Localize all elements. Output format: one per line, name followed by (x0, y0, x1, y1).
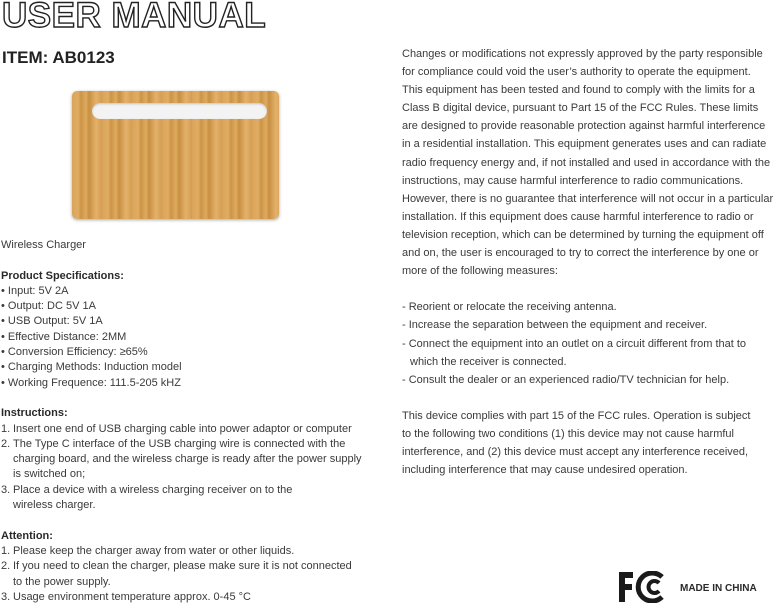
attention-heading: Attention: (1, 529, 53, 542)
fcc-logo-icon (618, 571, 666, 603)
instruction-item: 2. The Type C interface of the USB charging wire is connected with the charging board, and the wireless charge is ready after the power supply is switched on; (1, 437, 362, 481)
spec-item: • Charging Methods: Induction model (1, 361, 182, 374)
measure-item: - Consult the dealer or an experienced radio/TV technician for help. (402, 373, 730, 386)
measure-item: - Connect the equipment into an outlet on a circuit different from that to (402, 337, 747, 350)
fcc-paragraph: Changes or modifications not expressly approved by the party responsible for compliance could void the user’s authority to operate the equipment. This equipment has been tested and found to comply with the limits for a Class B digital device, pursuant to Part 15 of the FCC Rules. These limits are designed to provide reasonable protection against harmful interference in a residential installation. This equipment generates uses and can radiate radio frequency energy and, if not installed and used in accordance with the instructions, may cause harmful interference to radio communications. However, there is no guarantee that interference will not occur in a particular installation. If this equipment does cause harmful interference to radio or television reception, which can be determined by turning the equipment off and on, the user is encouraged to try to correct the interference by one or more of the following measures: (402, 48, 774, 278)
attention-item: 3. Usage environment temperature approx. 0-45 °C (1, 590, 251, 603)
product-name: Wireless Charger (1, 239, 86, 251)
left-column (1, 238, 381, 605)
charging-slot (92, 103, 267, 119)
attention-item: 2. If you need to clean the charger, please make sure it is not connected to the power supply. (1, 560, 352, 588)
spec-item: • USB Output: 5V 1A (1, 315, 103, 328)
instructions-list (1, 422, 381, 514)
made-in-label: MADE IN CHINA (680, 583, 757, 594)
spec-item: • Input: 5V 2A (1, 284, 69, 297)
manual-title: USER MANUAL (2, 0, 267, 35)
specs-heading: Product Specifications: (1, 269, 124, 282)
product-image (72, 91, 279, 219)
instructions-heading: Instructions: (1, 407, 68, 420)
spec-item: • Effective Distance: 2MM (1, 330, 127, 343)
attention-item: 1. Please keep the charger away from water or other liquids. (1, 544, 295, 557)
spec-item: • Working Frequence: 111.5-205 kHZ (1, 376, 181, 389)
measure-item: - Increase the separation between the equipment and receiver. (402, 319, 708, 332)
spec-item: • Conversion Efficiency: ≥65% (1, 346, 148, 359)
instruction-item: 3. Place a device with a wireless charging receiver on to the wireless charger. (1, 483, 293, 512)
attention-list (1, 544, 381, 605)
measure-item: which the receiver is connected. (410, 355, 567, 368)
measure-item: - Reorient or relocate the receiving antenna. (402, 301, 617, 314)
spec-item: • Output: DC 5V 1A (1, 300, 96, 313)
measures-list (402, 298, 779, 388)
instruction-item: 1. Insert one end of USB charging cable into power adaptor or computer (1, 422, 352, 435)
item-number: ITEM: AB0123 (2, 48, 115, 67)
compliance-paragraph: This device complies with part 15 of the FCC rules. Operation is subject to the following two conditions (1) this device may not cause harmful interference, and (2) this device must accept any interference received, including interference that may cause undesired operation. (402, 409, 751, 477)
right-column (402, 45, 779, 479)
